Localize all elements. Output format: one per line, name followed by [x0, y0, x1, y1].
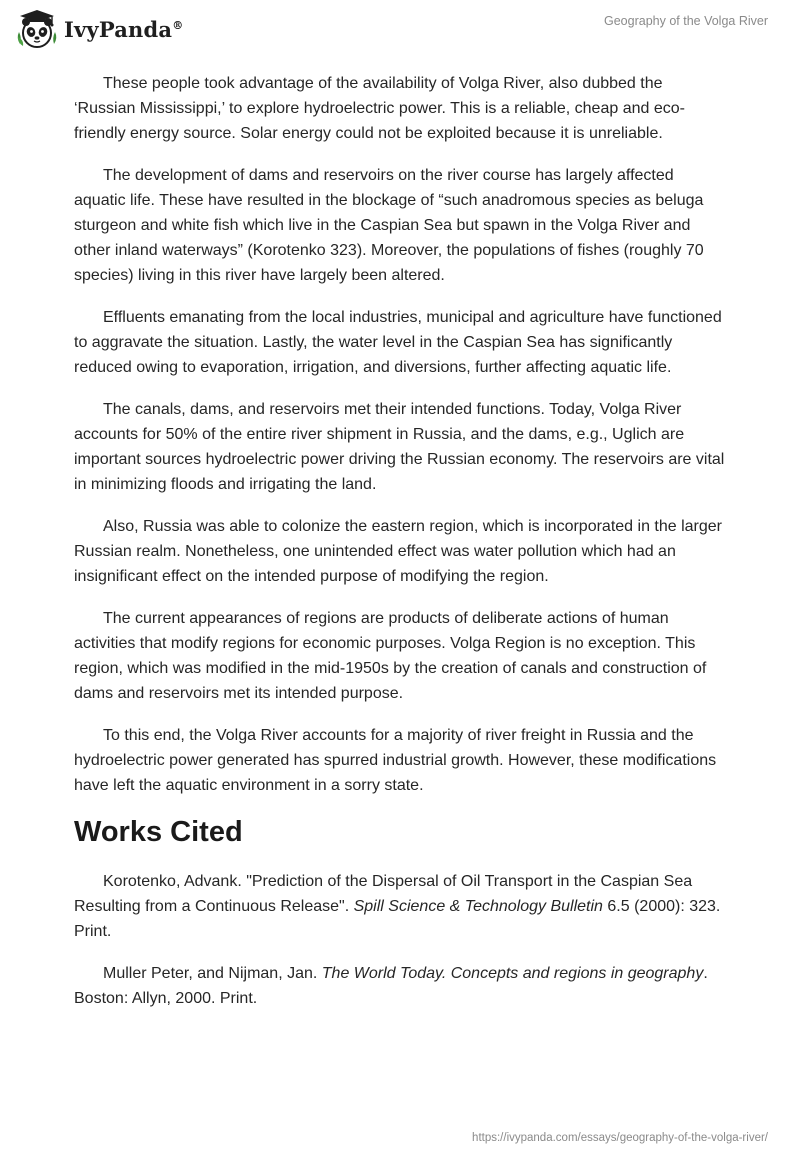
- body-paragraph: Also, Russia was able to colonize the eastern region, which is incorporated in the larger Russian realm. Nonetheless, one unintended effect was water pollution which had an insignificant effect on the intended purpose of modifying the region.: [74, 518, 722, 585]
- brand-name: IvyPanda®: [64, 16, 184, 42]
- ivypanda-logo[interactable]: [14, 8, 183, 50]
- body-paragraph: The development of dams and reservoirs on the river course has largely affected aquatic life. These have resulted in the blockage of “such anadromous species as beluga sturgeon and white fish which live in the Caspian Sea but spawn in the Volga River and other inland waterways” (Korotenko 323). Moreover, the populations of fishes (roughly 70 species) living in this river have largely been altered.: [74, 167, 704, 284]
- body-paragraph: To this end, the Volga River accounts for a majority of river freight in Russia and the hydroelectric power generated has spurred industrial growth. However, these modifications have left the aquatic environment in a sorry state.: [74, 727, 717, 794]
- source-url[interactable]: https://ivypanda.com/essays/geography-of-the-volga-river/: [472, 1132, 768, 1144]
- body-paragraph: Effluents emanating from the local industries, municipal and agriculture have functioned to aggravate the situation. Lastly, the water level in the Caspian Sea has significantly reduced owing to evaporation, irrigation, and diversions, further affecting aquatic life.: [74, 309, 722, 376]
- essay-content: [74, 71, 726, 1028]
- works-cited-heading: Works Cited: [74, 816, 243, 848]
- body-paragraph: These people took advantage of the availability of Volga River, also dubbed the ‘Russian Mississippi,’ to explore hydroelectric power. This is a reliable, cheap and eco-friendly energy source. Solar energy could not be exploited because it is unreliable.: [74, 75, 685, 142]
- page-header: [0, 0, 800, 60]
- body-paragraph: The canals, dams, and reservoirs met their intended functions. Today, Volga River accounts for 50% of the entire river shipment in Russia, and the dams, e.g., Uglich are important sources hydroelectric power driving the Russian economy. The reservoirs are vital in minimizing floods and irrigating the land.: [74, 401, 725, 493]
- body-paragraph: The current appearances of regions are products of deliberate actions of human activities that modify regions for economic purposes. Volga Region is no exception. This region, which was modified in the mid-1950s by the creation of canals and construction of dams and reservoirs met its intended purpose.: [74, 610, 707, 702]
- panda-graduation-cap-icon: [14, 8, 60, 50]
- citation-entry: Korotenko, Advank. "Prediction of the Dispersal of Oil Transport in the Caspian Sea Resulting from a Continuous Release". Spill Science & Technology Bulletin 6.5 (2000): 323. Print.: [74, 873, 721, 940]
- citation-entry: Muller Peter, and Nijman, Jan. The World Today. Concepts and regions in geography. Boston: Allyn, 2000. Print.: [74, 965, 708, 1007]
- document-title: Geography of the Volga River: [604, 14, 768, 28]
